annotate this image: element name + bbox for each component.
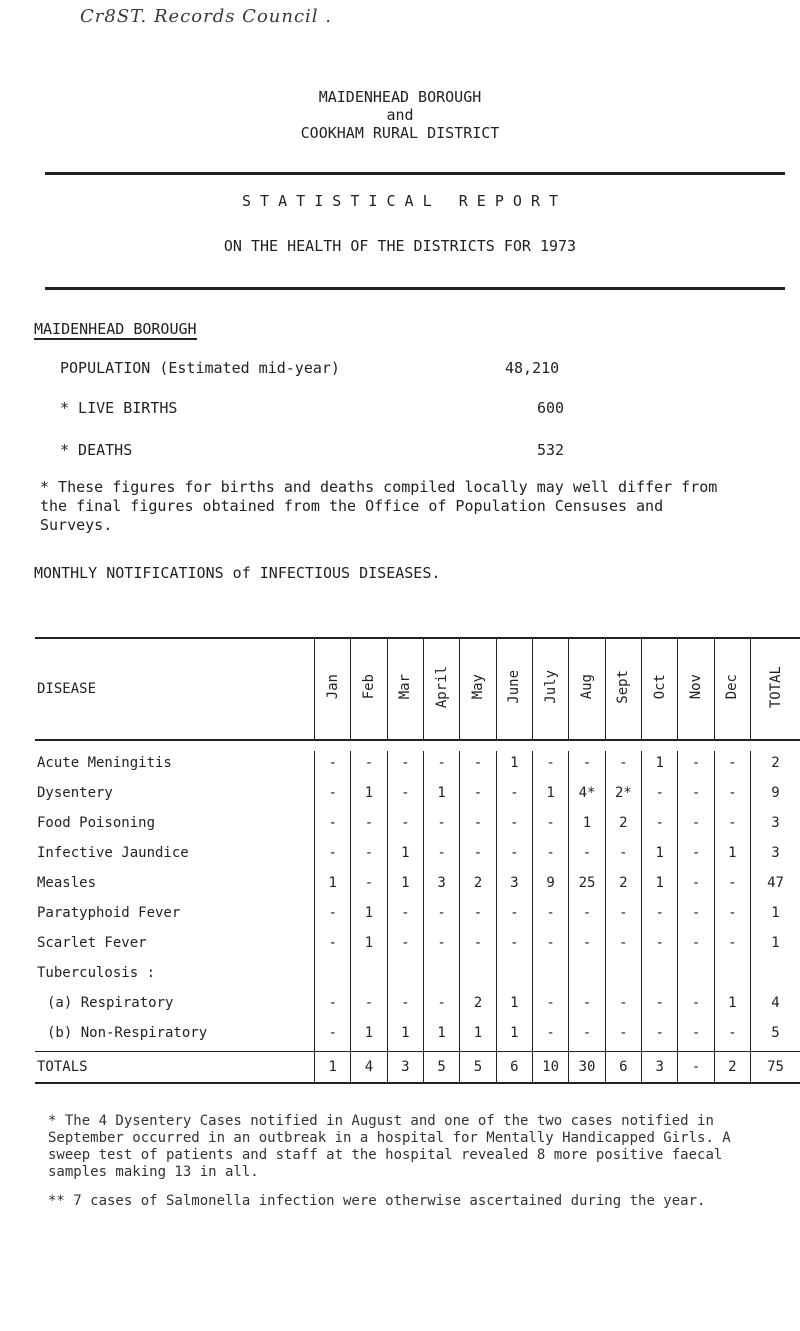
cell-mar: 1 [387,841,423,871]
month-header-oct: Oct [642,638,678,740]
cell-aug: 1 [569,811,605,841]
disease-name: Measles [37,875,97,891]
cell-april: - [423,751,459,781]
cell-dec: 1 [714,991,750,1021]
disease-name: Scarlet Fever [37,935,147,951]
cell-feb: 1 [351,1021,387,1052]
cell-dec [714,961,750,991]
table-row [35,961,800,991]
cell-nov: - [678,991,714,1021]
cell-sept: 2* [605,781,641,811]
cell-oct: - [642,901,678,931]
row-total: 5 [751,1021,800,1052]
cell-april: 1 [423,781,459,811]
cell-nov: - [678,871,714,901]
total-may: 5 [460,1052,496,1084]
title-line-1: MAIDENHEAD BOROUGH [318,88,482,106]
cell-may [460,961,496,991]
cell-april: - [423,841,459,871]
cell-sept: - [605,841,641,871]
title-line-3: COOKHAM RURAL DISTRICT [300,124,500,142]
cell-nov: - [678,751,714,781]
population-value: 48,210 [505,359,560,377]
cell-feb: - [351,991,387,1021]
cell-oct: - [642,1021,678,1052]
month-header-feb: Feb [351,638,387,740]
report-subtitle: ON THE HEALTH OF THE DISTRICTS FOR 1973 [223,237,577,255]
cell-may: 2 [460,871,496,901]
cell-aug: 4* [569,781,605,811]
cell-jan: - [315,811,351,841]
live-births-label: * LIVE BIRTHS [60,399,178,417]
table-row [35,931,800,961]
cell-june: 1 [496,751,532,781]
total-dec: 2 [714,1052,750,1084]
total-nov: - [678,1052,714,1084]
month-header-nov: Nov [678,638,714,740]
cell-june [496,961,532,991]
cell-oct: - [642,811,678,841]
cell-sept: - [605,901,641,931]
total-aug: 30 [569,1052,605,1084]
total-oct: 3 [642,1052,678,1084]
cell-jan: - [315,1021,351,1052]
cell-may: 1 [460,1021,496,1052]
cell-oct: - [642,991,678,1021]
cell-july [532,961,568,991]
table-row [35,811,800,841]
disease-name: Acute Meningitis [37,755,172,771]
grand-total: 75 [751,1052,800,1084]
cell-july: - [532,901,568,931]
table-heading: MONTHLY NOTIFICATIONS of INFECTIOUS DISEASES. [34,564,441,582]
cell-may: 2 [460,991,496,1021]
row-total: 3 [751,811,800,841]
disease-header: DISEASE [37,681,97,697]
section-heading: MAIDENHEAD BOROUGH [34,320,197,338]
cell-feb: - [351,871,387,901]
cell-mar: - [387,811,423,841]
total-mar: 3 [387,1052,423,1084]
cell-sept: 2 [605,871,641,901]
table-row [35,1021,800,1052]
cell-jan: - [315,931,351,961]
cell-sept: 2 [605,811,641,841]
second-rule [45,287,785,290]
month-header-june: June [496,638,532,740]
cell-may: - [460,811,496,841]
table-row [35,871,800,901]
month-header-april: April [423,638,459,740]
row-total: 3 [751,841,800,871]
cell-jan [315,961,351,991]
table-row [35,751,800,781]
cell-may: - [460,931,496,961]
cell-nov [678,961,714,991]
cell-sept: - [605,931,641,961]
cell-mar [387,961,423,991]
cell-dec: - [714,811,750,841]
cell-feb: 1 [351,901,387,931]
cell-july: - [532,811,568,841]
cell-april [423,961,459,991]
row-total: 47 [751,871,800,901]
cell-aug: - [569,901,605,931]
cell-june: - [496,901,532,931]
cell-aug: - [569,751,605,781]
disease-name: Infective Jaundice [37,845,189,861]
cell-jan: - [315,901,351,931]
disease-name: Dysentery [37,785,113,801]
row-total: 1 [751,931,800,961]
cell-nov: - [678,1021,714,1052]
cell-jan: - [315,751,351,781]
cell-june: - [496,931,532,961]
cell-jan: - [315,781,351,811]
cell-oct: 1 [642,751,678,781]
cell-aug [569,961,605,991]
cell-nov: - [678,781,714,811]
month-header-dec: Dec [714,638,750,740]
month-header-july: July [532,638,568,740]
month-header-aug: Aug [569,638,605,740]
cell-aug: - [569,931,605,961]
cell-oct: - [642,781,678,811]
row-total: 9 [751,781,800,811]
month-header-sept: Sept [605,638,641,740]
cell-jan: - [315,841,351,871]
total-sept: 6 [605,1052,641,1084]
cell-april: 1 [423,1021,459,1052]
cell-feb: - [351,811,387,841]
cell-june: 3 [496,871,532,901]
population-label: POPULATION (Estimated mid-year) [60,359,340,377]
footnote-dysentery: * The 4 Dysentery Cases notified in August and one of the two cases notified in September occurred in an outbreak in a hospital for Mentally Handicapped Girls. A sweep test of patients and staff at the hospital revealed 8 more positive faecal samples making 13 in all. [48,1113,731,1180]
cell-june: 1 [496,991,532,1021]
cell-april: - [423,901,459,931]
disease-name: Tuberculosis : [37,965,156,981]
totals-label: TOTALS [37,1059,88,1075]
cell-july: - [532,991,568,1021]
cell-dec: - [714,1021,750,1052]
row-total: 2 [751,751,800,781]
cell-april: 3 [423,871,459,901]
cell-jan: 1 [315,871,351,901]
table-body [35,751,800,1052]
deaths-value: 532 [537,441,565,459]
cell-dec: - [714,901,750,931]
cell-feb: 1 [351,931,387,961]
total-june: 6 [496,1052,532,1084]
cell-oct [642,961,678,991]
cell-nov: - [678,811,714,841]
cell-oct: - [642,931,678,961]
cell-sept: - [605,991,641,1021]
table-row [35,781,800,811]
cell-dec: - [714,931,750,961]
cell-sept [605,961,641,991]
cell-sept: - [605,751,641,781]
table-row [35,841,800,871]
cell-april: - [423,991,459,1021]
cell-july: 9 [532,871,568,901]
total-header: TOTAL [751,638,800,740]
cell-july: - [532,751,568,781]
row-total: 4 [751,991,800,1021]
cell-may: - [460,901,496,931]
notifications-table [35,637,800,1084]
disease-name: Food Poisoning [37,815,156,831]
cell-april: - [423,811,459,841]
table-row [35,991,800,1021]
cell-mar: - [387,751,423,781]
month-header-jan: Jan [315,638,351,740]
cell-may: - [460,781,496,811]
cell-oct: 1 [642,871,678,901]
cell-july: - [532,1021,568,1052]
cell-dec: - [714,781,750,811]
cell-nov: - [678,931,714,961]
cell-dec: - [714,871,750,901]
total-april: 5 [423,1052,459,1084]
handwritten-note: Cr8ST. Records Council . [80,6,333,27]
cell-feb [351,961,387,991]
live-births-value: 600 [537,399,565,417]
cell-jan: - [315,991,351,1021]
cell-dec: 1 [714,841,750,871]
cell-july: - [532,931,568,961]
cell-aug: - [569,991,605,1021]
top-rule [45,172,785,175]
total-feb: 4 [351,1052,387,1084]
cell-july: - [532,841,568,871]
total-july: 10 [532,1052,568,1084]
row-total: 1 [751,901,800,931]
total-jan: 1 [315,1052,351,1084]
disease-name: Paratyphoid Fever [37,905,181,921]
month-header-mar: Mar [387,638,423,740]
footnote-salmonella: ** 7 cases of Salmonella infection were otherwise ascertained during the year. [48,1193,706,1209]
cell-june: - [496,781,532,811]
cell-aug: 25 [569,871,605,901]
cell-mar: 1 [387,871,423,901]
cell-may: - [460,841,496,871]
disease-name: (a) Respiratory [47,995,174,1011]
cell-aug: - [569,1021,605,1052]
cell-feb: 1 [351,781,387,811]
title-line-2: and [386,106,414,124]
cell-may: - [460,751,496,781]
cell-mar: - [387,901,423,931]
cell-feb: - [351,751,387,781]
deaths-label: * DEATHS [60,441,133,459]
cell-june: 1 [496,1021,532,1052]
cell-june: - [496,811,532,841]
report-title: S T A T I S T I C A L R E P O R T [241,192,559,210]
cell-mar: - [387,931,423,961]
cell-mar: 1 [387,1021,423,1052]
cell-nov: - [678,901,714,931]
cell-april: - [423,931,459,961]
cell-sept: - [605,1021,641,1052]
cell-feb: - [351,841,387,871]
cell-mar: - [387,991,423,1021]
disease-name: (b) Non-Respiratory [47,1025,208,1041]
table-row [35,901,800,931]
cell-aug: - [569,841,605,871]
cell-oct: 1 [642,841,678,871]
cell-mar: - [387,781,423,811]
month-header-may: May [460,638,496,740]
row-total [751,961,800,991]
figures-note: * These figures for births and deaths compiled locally may well differ from the final figures obtained from the Office of Population Censuses and Surveys. [40,478,718,534]
cell-nov: - [678,841,714,871]
cell-dec: - [714,751,750,781]
cell-july: 1 [532,781,568,811]
cell-june: - [496,841,532,871]
